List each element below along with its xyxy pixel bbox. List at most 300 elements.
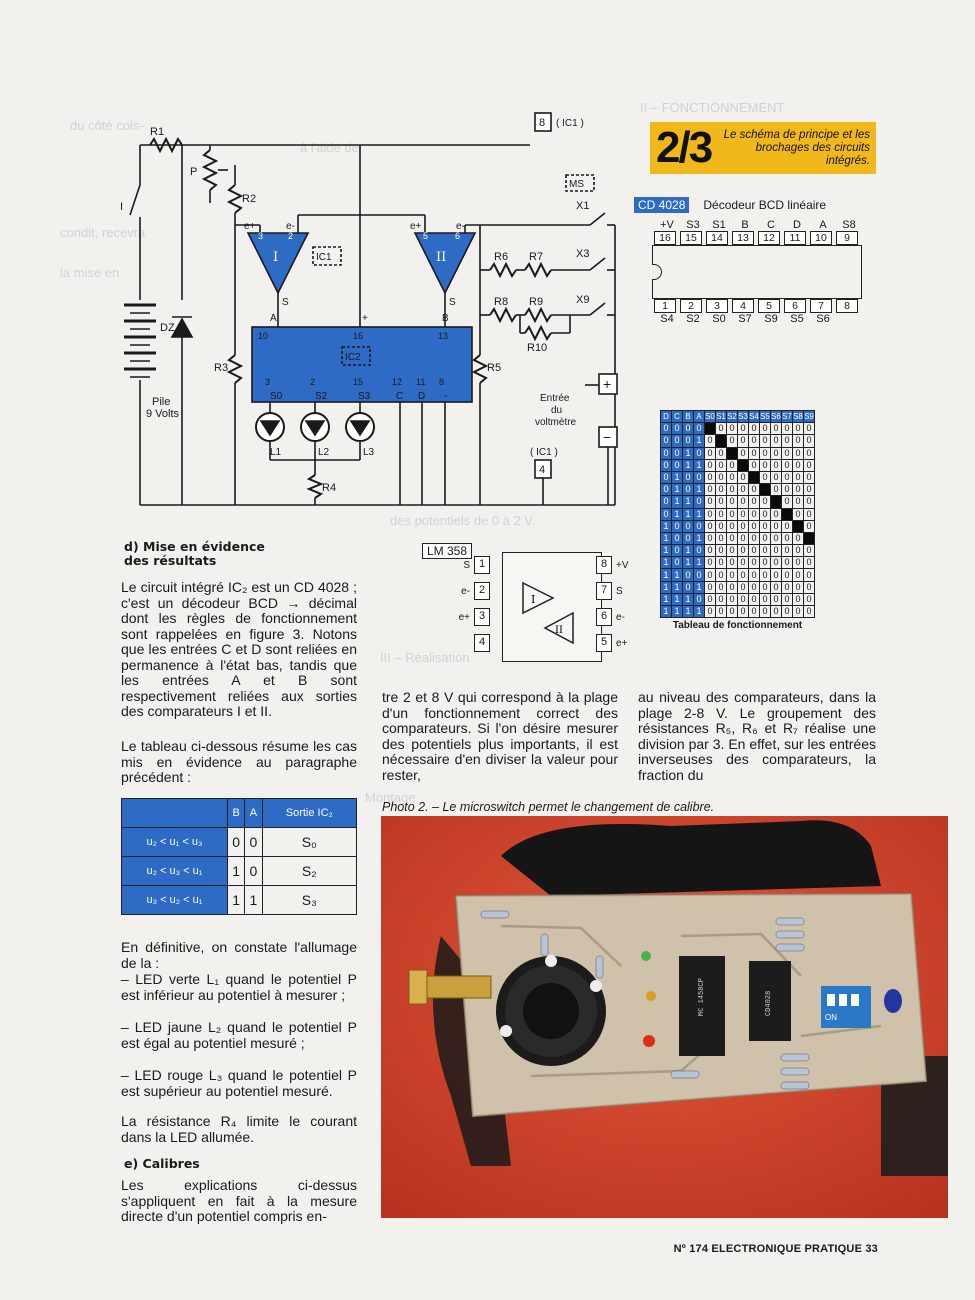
truth-table-output-cell: 0 bbox=[716, 496, 727, 508]
truth-table-output-cell: 0 bbox=[738, 447, 749, 459]
label-pin5: 5 bbox=[423, 231, 429, 241]
truth-table-row bbox=[661, 593, 815, 605]
result-b: 1 bbox=[228, 886, 245, 915]
truth-table-output-cell: 0 bbox=[782, 532, 793, 544]
truth-table-header: S5 bbox=[760, 412, 770, 422]
truth-table-output-cell: 0 bbox=[738, 606, 749, 618]
truth-table-input-cell: 0 bbox=[694, 423, 705, 435]
truth-table-input-cell: 1 bbox=[694, 606, 705, 618]
cd4028-pin-number: 15 bbox=[680, 231, 702, 245]
truth-table-input-cell: 0 bbox=[694, 593, 705, 605]
truth-table-output-cell: 0 bbox=[782, 593, 793, 605]
label-r9: R9 bbox=[529, 296, 544, 308]
section-heading-d: d) Mise en évidence des résultats bbox=[124, 539, 265, 568]
figure-number: 2/3 bbox=[656, 123, 712, 172]
truth-table-header: A bbox=[694, 411, 705, 423]
truth-table-output-cell: 0 bbox=[804, 581, 815, 593]
label-plus-terminal: + bbox=[603, 376, 612, 392]
truth-table-header: S0 bbox=[705, 412, 715, 422]
truth-table-header: B bbox=[683, 411, 694, 423]
col1-item3: – LED rouge L₃ quand le potentiel P est supérieur au potentiel mesuré. bbox=[121, 1067, 357, 1099]
truth-table-row bbox=[661, 606, 815, 618]
truth-table-input-cell: 0 bbox=[672, 557, 683, 569]
lm358-pin-number: 2 bbox=[474, 582, 490, 600]
ghost-text: à l'aide de bbox=[300, 140, 359, 155]
truth-table-output-cell: 0 bbox=[793, 435, 804, 447]
truth-table-output-cell: 0 bbox=[749, 484, 760, 496]
truth-table-output-cell: 0 bbox=[760, 520, 771, 532]
cd4028-pin-label: S2 bbox=[686, 313, 700, 325]
truth-table-active-cell: 1 bbox=[738, 459, 749, 471]
label-r6: R6 bbox=[494, 251, 509, 263]
truth-table-output-cell: 0 bbox=[716, 545, 727, 557]
truth-table-row bbox=[661, 508, 815, 520]
cd4028-top-labels bbox=[654, 219, 864, 231]
truth-table-output-cell: 0 bbox=[782, 606, 793, 618]
truth-table-output-cell: 0 bbox=[760, 496, 771, 508]
truth-table-input-cell: 1 bbox=[672, 508, 683, 520]
cd4028-pin-number: 16 bbox=[654, 231, 676, 245]
truth-table-input-cell: 1 bbox=[683, 606, 694, 618]
truth-table-input-cell: 1 bbox=[661, 557, 672, 569]
photo-circuit-board bbox=[381, 816, 948, 1218]
cd4028-pin-number: 11 bbox=[784, 231, 806, 245]
label-pin11: 11 bbox=[416, 377, 426, 387]
truth-table-output-cell: 0 bbox=[804, 606, 815, 618]
label-b: B bbox=[442, 313, 449, 324]
label-p: P bbox=[190, 166, 198, 178]
col1-para1: Le circuit intégré IC₂ est un CD 4028 ; c'est un décodeur BCD → décimal dont les règles de fonctionnement sont rappelées en figure 3. Notons que les entrées C et D sont reliées en permanence à l'état bas, tandis que les entrées A et B sont respectivement reliées aux sorties des comparateurs I et II. bbox=[121, 579, 357, 719]
label-ic1-bottom: ( IC1 ) bbox=[530, 447, 558, 458]
result-b: 0 bbox=[228, 828, 245, 857]
truth-table-input-cell: 1 bbox=[661, 593, 672, 605]
truth-table-output-cell: 0 bbox=[727, 520, 738, 532]
truth-table-input-cell: 1 bbox=[683, 508, 694, 520]
truth-table-output-cell: 0 bbox=[782, 459, 793, 471]
truth-table-output-cell: 0 bbox=[716, 569, 727, 581]
truth-table-output-cell: 0 bbox=[749, 557, 760, 569]
truth-table-input-cell: 0 bbox=[661, 423, 672, 435]
truth-table-output-cell: 0 bbox=[716, 606, 727, 618]
ghost-text: du côté cols- bbox=[70, 118, 144, 133]
truth-table-output-cell: 0 bbox=[727, 484, 738, 496]
truth-table-output-cell: 0 bbox=[716, 520, 727, 532]
cd4028-pin-number: 3 bbox=[706, 299, 728, 313]
truth-table-output-cell: 0 bbox=[771, 508, 782, 520]
truth-table-output-cell: 0 bbox=[705, 520, 716, 532]
label-r3: R3 bbox=[214, 362, 229, 374]
truth-table-input-cell: 1 bbox=[672, 569, 683, 581]
label-plus-8: + bbox=[362, 313, 368, 324]
truth-table-output-cell: 0 bbox=[749, 447, 760, 459]
truth-table-output-cell: 0 bbox=[705, 459, 716, 471]
lm358-pin-label: S bbox=[616, 585, 623, 597]
cd4028-pin-label: S7 bbox=[738, 313, 752, 325]
truth-table-output-cell: 0 bbox=[705, 532, 716, 544]
cd4028-pin-number: 14 bbox=[706, 231, 728, 245]
truth-table-input-cell: 0 bbox=[683, 581, 694, 593]
label-ic1: IC1 bbox=[316, 252, 332, 263]
truth-table-output-cell: 0 bbox=[727, 606, 738, 618]
cd4028-pin-label: S3 bbox=[686, 219, 700, 231]
truth-table-output-cell: 0 bbox=[738, 581, 749, 593]
label-em-1: e- bbox=[286, 221, 295, 232]
label-r10: R10 bbox=[527, 342, 548, 354]
result-table-header: A bbox=[245, 799, 262, 828]
truth-table-output-cell: 0 bbox=[804, 545, 815, 557]
truth-table-output-cell: 0 bbox=[771, 423, 782, 435]
truth-table-output-cell: 0 bbox=[738, 423, 749, 435]
truth-table-header: S1 bbox=[716, 412, 726, 422]
truth-table-output-cell: 0 bbox=[804, 471, 815, 483]
photo-caption: Photo 2. – Le microswitch permet le changement de calibre. bbox=[382, 800, 715, 814]
truth-table-output-cell: 0 bbox=[793, 508, 804, 520]
truth-table-output-cell: 0 bbox=[716, 508, 727, 520]
truth-table-output-cell: 0 bbox=[705, 508, 716, 520]
truth-table-output-cell: 0 bbox=[749, 532, 760, 544]
label-pin13: 13 bbox=[438, 331, 449, 341]
truth-table-input-cell: 1 bbox=[694, 557, 705, 569]
truth-table-output-cell: 0 bbox=[771, 532, 782, 544]
truth-table-output-cell: 0 bbox=[705, 496, 716, 508]
truth-table-input-cell: 1 bbox=[683, 447, 694, 459]
result-table-header: Sortie IC₂ bbox=[262, 799, 356, 828]
truth-table-input-cell: 0 bbox=[672, 435, 683, 447]
truth-table-output-cell: 0 bbox=[793, 606, 804, 618]
truth-table-input-cell: 1 bbox=[661, 569, 672, 581]
truth-table-input-cell: 1 bbox=[694, 508, 705, 520]
truth-table-output-cell: 0 bbox=[793, 496, 804, 508]
label-x3: X3 bbox=[576, 248, 590, 260]
truth-table-output-cell: 0 bbox=[738, 520, 749, 532]
ghost-text: la mise en bbox=[60, 265, 120, 280]
truth-table-input-cell: 0 bbox=[661, 459, 672, 471]
label-r2: R2 bbox=[242, 193, 257, 205]
label-voltmetre: voltmètre bbox=[535, 417, 577, 428]
result-output: S₃ bbox=[262, 886, 356, 915]
truth-table-output-cell: 0 bbox=[771, 484, 782, 496]
truth-table-output-cell: 0 bbox=[804, 520, 815, 532]
result-table bbox=[121, 798, 357, 915]
cd4028-pin-number: 6 bbox=[784, 299, 806, 313]
lm358-title: LM 358 bbox=[422, 543, 472, 559]
ghost-text: Montage bbox=[365, 790, 416, 805]
label-c: C bbox=[396, 391, 404, 402]
label-s0: S0 bbox=[270, 391, 283, 402]
truth-table-output-cell: 0 bbox=[782, 435, 793, 447]
truth-table-output-cell: 0 bbox=[782, 581, 793, 593]
label-pin3a: 3 bbox=[258, 231, 264, 241]
label-dash: - bbox=[444, 391, 448, 402]
truth-table-output-cell: 0 bbox=[705, 569, 716, 581]
truth-table-output-cell: 0 bbox=[782, 545, 793, 557]
truth-table-input-cell: 0 bbox=[672, 447, 683, 459]
truth-table-output-cell: 0 bbox=[749, 520, 760, 532]
truth-table-output-cell: 0 bbox=[760, 581, 771, 593]
cd4028-pin-label: S9 bbox=[764, 313, 778, 325]
truth-table-output-cell: 0 bbox=[716, 447, 727, 459]
cd4028-pin-number: 1 bbox=[654, 299, 676, 313]
result-a: 1 bbox=[245, 886, 262, 915]
truth-table-output-cell: 0 bbox=[782, 569, 793, 581]
lm358-pin-label: e+ bbox=[616, 637, 628, 649]
label-ms: MS bbox=[569, 179, 584, 190]
lm358-op2: II bbox=[555, 625, 563, 636]
truth-table-header: S7 bbox=[782, 412, 792, 422]
truth-table-input-cell: 0 bbox=[661, 508, 672, 520]
truth-table-input-cell: 1 bbox=[672, 606, 683, 618]
result-output: S₀ bbox=[262, 828, 356, 857]
label-pile-volts: 9 Volts bbox=[146, 408, 180, 420]
truth-table-output-cell: 0 bbox=[749, 545, 760, 557]
truth-table-input-cell: 0 bbox=[661, 471, 672, 483]
cd4028-title: Décodeur BCD linéaire bbox=[703, 198, 827, 212]
result-table-header bbox=[122, 799, 228, 828]
truth-table-output-cell: 0 bbox=[782, 520, 793, 532]
result-condition: u₂ < u₁ < u₃ bbox=[122, 828, 228, 857]
truth-table-input-cell: 0 bbox=[683, 435, 694, 447]
cd4028-pin-number: 5 bbox=[758, 299, 780, 313]
truth-table-output-cell: 0 bbox=[749, 435, 760, 447]
truth-table-output-cell: 0 bbox=[793, 569, 804, 581]
truth-table-output-cell: 0 bbox=[727, 435, 738, 447]
label-l3: L3 bbox=[363, 447, 375, 458]
ghost-text: des potentiels de 0 à 2 V. bbox=[390, 513, 536, 528]
truth-table-active-cell: 1 bbox=[727, 447, 738, 459]
label-x1: X1 bbox=[576, 200, 590, 212]
truth-table-output-cell: 0 bbox=[793, 532, 804, 544]
truth-table-input-cell: 0 bbox=[672, 532, 683, 544]
cd4028-pin-number: 7 bbox=[810, 299, 832, 313]
col1-para2: Le tableau ci-dessous résume les cas mis en évidence au paragraphe précédent : bbox=[121, 738, 357, 785]
truth-table-output-cell: 0 bbox=[782, 557, 793, 569]
truth-table-output-cell: 0 bbox=[705, 484, 716, 496]
result-table-row bbox=[122, 886, 357, 915]
cd4028-pin-number: 9 bbox=[836, 231, 858, 245]
truth-table-header: S6 bbox=[771, 412, 781, 422]
truth-table-output-cell: 0 bbox=[705, 581, 716, 593]
section-heading-e: e) Calibres bbox=[124, 1156, 200, 1171]
label-em-2: e- bbox=[456, 221, 465, 232]
truth-table-output-cell: 0 bbox=[771, 447, 782, 459]
truth-table-output-cell: 0 bbox=[760, 459, 771, 471]
truth-table-input-cell: 0 bbox=[694, 447, 705, 459]
truth-table-output-cell: 0 bbox=[804, 508, 815, 520]
figure-caption: Le schéma de principe et les brochages des circuits intégrés. bbox=[723, 128, 870, 167]
truth-table-output-cell: 0 bbox=[727, 569, 738, 581]
truth-table-input-cell: 1 bbox=[683, 593, 694, 605]
truth-table-output-cell: 0 bbox=[760, 569, 771, 581]
label-r1: R1 bbox=[150, 126, 165, 138]
label-d: D bbox=[418, 391, 426, 402]
lm358-pin-number: 7 bbox=[596, 582, 612, 600]
truth-table-input-cell: 0 bbox=[683, 569, 694, 581]
truth-table-input-cell: 1 bbox=[694, 459, 705, 471]
truth-table-output-cell: 0 bbox=[716, 459, 727, 471]
truth-table bbox=[660, 410, 815, 631]
truth-table-output-cell: 0 bbox=[738, 593, 749, 605]
truth-table-row bbox=[661, 581, 815, 593]
truth-table-row bbox=[661, 545, 815, 557]
truth-table-output-cell: 0 bbox=[782, 423, 793, 435]
truth-table-header: S2 bbox=[727, 412, 737, 422]
label-x9: X9 bbox=[576, 294, 590, 306]
truth-table-output-cell: 0 bbox=[749, 593, 760, 605]
truth-table-output-cell: 0 bbox=[804, 557, 815, 569]
col3-para: au niveau des comparateurs, dans la plage 2-8 V. Le groupement des résistances R₅, R₆ et R₇ réalise une division par 3. En effet, sur les entrées inverseuses des comparateurs, la fraction du bbox=[638, 689, 876, 783]
truth-table-input-cell: 1 bbox=[694, 484, 705, 496]
truth-table-input-cell: 0 bbox=[683, 471, 694, 483]
truth-table-input-cell: 0 bbox=[672, 520, 683, 532]
truth-table-output-cell: 0 bbox=[793, 545, 804, 557]
lm358-body bbox=[502, 552, 602, 662]
truth-table-output-cell: 0 bbox=[804, 593, 815, 605]
cd4028-bottom-labels bbox=[654, 313, 864, 325]
truth-table-output-cell: 0 bbox=[727, 471, 738, 483]
result-table-header: B bbox=[228, 799, 245, 828]
truth-table-active-cell: 1 bbox=[771, 496, 782, 508]
truth-table-output-cell: 0 bbox=[727, 593, 738, 605]
lm358-pin-label: S bbox=[463, 559, 470, 571]
truth-table-input-cell: 1 bbox=[672, 484, 683, 496]
label-pile: Pile bbox=[152, 396, 171, 408]
truth-table-input-cell: 0 bbox=[683, 532, 694, 544]
label-s2: S2 bbox=[315, 391, 328, 402]
truth-table-input-cell: 0 bbox=[672, 423, 683, 435]
truth-table-output-cell: 0 bbox=[738, 508, 749, 520]
truth-table-header: S4 bbox=[749, 412, 759, 422]
truth-table-input-cell: 1 bbox=[683, 557, 694, 569]
label-s3: S3 bbox=[358, 391, 371, 402]
truth-table-input-cell: 1 bbox=[694, 532, 705, 544]
truth-table-output-cell: 0 bbox=[771, 545, 782, 557]
lm358-pin-number: 8 bbox=[596, 556, 612, 574]
truth-table-header: S8 bbox=[793, 412, 803, 422]
result-b: 1 bbox=[228, 857, 245, 886]
label-a: A bbox=[270, 313, 277, 324]
label-r4: R4 bbox=[322, 482, 337, 494]
truth-table-output-cell: 0 bbox=[804, 423, 815, 435]
label-pin6: 6 bbox=[455, 231, 461, 241]
truth-table-output-cell: 0 bbox=[760, 557, 771, 569]
truth-table-output-cell: 0 bbox=[705, 606, 716, 618]
lm358-pin-label: e- bbox=[461, 585, 470, 597]
lm358-pin-number: 1 bbox=[474, 556, 490, 574]
figure-badge bbox=[650, 122, 876, 174]
truth-table-input-cell: 1 bbox=[672, 471, 683, 483]
truth-table-output-cell: 0 bbox=[782, 447, 793, 459]
ghost-text: condit, recevra bbox=[60, 225, 146, 240]
truth-table-output-cell: 0 bbox=[705, 593, 716, 605]
truth-table-output-cell: 0 bbox=[727, 581, 738, 593]
lm358-pin-label: e+ bbox=[458, 611, 470, 623]
truth-table-output-cell: 0 bbox=[749, 569, 760, 581]
truth-table-input-cell: 1 bbox=[661, 581, 672, 593]
truth-table-active-cell: 1 bbox=[749, 471, 760, 483]
truth-table-output-cell: 0 bbox=[738, 484, 749, 496]
truth-table-input-cell: 0 bbox=[694, 520, 705, 532]
truth-table-output-cell: 0 bbox=[738, 545, 749, 557]
truth-table-input-cell: 1 bbox=[694, 435, 705, 447]
truth-table-input-cell: 1 bbox=[672, 593, 683, 605]
truth-table-input-cell: 1 bbox=[683, 496, 694, 508]
result-table-row bbox=[122, 857, 357, 886]
truth-table-output-cell: 0 bbox=[716, 423, 727, 435]
truth-table-active-cell: 1 bbox=[716, 435, 727, 447]
truth-table-output-cell: 0 bbox=[727, 545, 738, 557]
cd4028-pin-label: S4 bbox=[660, 313, 674, 325]
truth-table-output-cell: 0 bbox=[716, 471, 727, 483]
truth-table-output-cell: 0 bbox=[716, 593, 727, 605]
truth-table-output-cell: 0 bbox=[760, 593, 771, 605]
truth-table-output-cell: 0 bbox=[782, 471, 793, 483]
circuit-schematic bbox=[110, 105, 630, 525]
truth-table-input-cell: 0 bbox=[672, 459, 683, 471]
cd4028-pin-label: +V bbox=[660, 219, 674, 231]
truth-table-row bbox=[661, 569, 815, 581]
label-pin16: 16 bbox=[353, 331, 364, 341]
truth-table-output-cell: 0 bbox=[771, 593, 782, 605]
truth-table-output-cell: 0 bbox=[749, 581, 760, 593]
label-ic2: IC2 bbox=[345, 352, 361, 363]
truth-table-output-cell: 0 bbox=[738, 569, 749, 581]
truth-table-input-cell: 1 bbox=[672, 581, 683, 593]
label-pin3: 3 bbox=[265, 377, 271, 387]
label-minus-terminal: − bbox=[603, 429, 612, 445]
truth-table-input-cell: 0 bbox=[661, 447, 672, 459]
lm358-pinout bbox=[422, 542, 632, 672]
truth-table-output-cell: 0 bbox=[793, 484, 804, 496]
truth-table-output-cell: 0 bbox=[749, 606, 760, 618]
truth-table-header: S3 bbox=[738, 412, 748, 422]
truth-table-input-cell: 0 bbox=[661, 484, 672, 496]
truth-table-output-cell: 0 bbox=[738, 471, 749, 483]
truth-table-output-cell: 0 bbox=[771, 520, 782, 532]
cd4028-pinout bbox=[634, 197, 864, 357]
col1-para5: Les explications ci-dessus s'appliquent en fait à la mesure directe d'un potentiel compris en- bbox=[121, 1177, 357, 1224]
truth-table-input-cell: 1 bbox=[661, 606, 672, 618]
truth-table-active-cell: 1 bbox=[705, 423, 716, 435]
truth-table-output-cell: 0 bbox=[749, 423, 760, 435]
truth-table-output-cell: 0 bbox=[705, 557, 716, 569]
photo-chip2-label: CD4028 bbox=[765, 990, 773, 1016]
truth-table-output-cell: 0 bbox=[727, 496, 738, 508]
truth-table-output-cell: 0 bbox=[749, 496, 760, 508]
truth-table-output-cell: 0 bbox=[793, 581, 804, 593]
truth-table-row bbox=[661, 459, 815, 471]
col1-para3: En définitive, on constate l'allumage de la : bbox=[121, 939, 357, 971]
label-op-ii: II bbox=[436, 250, 447, 265]
photo-chip1-label: MC 1458CP bbox=[698, 978, 706, 1016]
truth-table-output-cell: 0 bbox=[727, 508, 738, 520]
truth-table-output-cell: 0 bbox=[738, 435, 749, 447]
label-s-1: S bbox=[282, 297, 289, 308]
truth-table-output-cell: 0 bbox=[716, 581, 727, 593]
cd4028-pin-number: 10 bbox=[810, 231, 832, 245]
col1-item1: – LED verte L₁ quand le potentiel P est inférieur au potentiel à mesurer ; bbox=[121, 971, 357, 1003]
truth-table-row bbox=[661, 496, 815, 508]
truth-table-input-cell: 1 bbox=[661, 532, 672, 544]
label-du: du bbox=[551, 405, 563, 416]
truth-table-output-cell: 0 bbox=[771, 471, 782, 483]
label-ic1-top: ( IC1 ) bbox=[556, 118, 584, 129]
lm358-pin-label: +V bbox=[616, 559, 629, 571]
ghost-text: III – Réalisation bbox=[380, 650, 470, 665]
label-l2: L2 bbox=[318, 447, 330, 458]
truth-table-input-cell: 1 bbox=[661, 545, 672, 557]
truth-table-grid bbox=[660, 410, 815, 618]
truth-table-output-cell: 0 bbox=[760, 606, 771, 618]
